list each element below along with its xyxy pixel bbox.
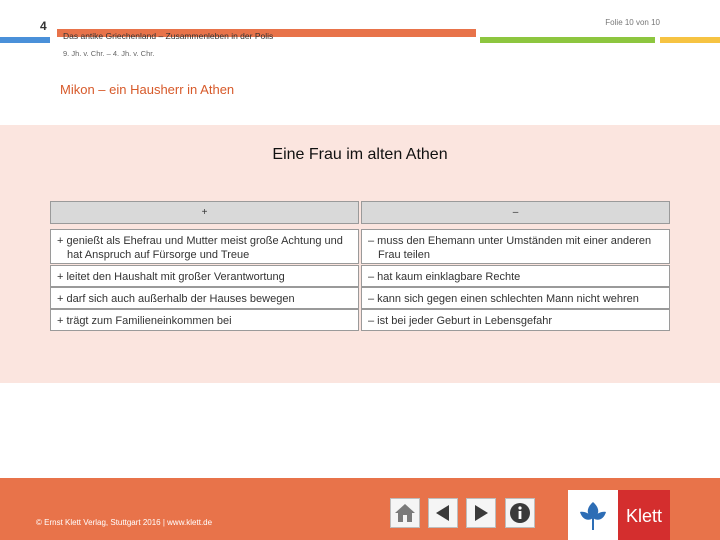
copyright-text: © Ernst Klett Verlag, Stuttgart 2016 | www.klett.de bbox=[36, 518, 213, 527]
section-title: Mikon – ein Hausherr in Athen bbox=[60, 82, 235, 97]
home-button[interactable] bbox=[390, 498, 420, 528]
header-bar-blue bbox=[0, 37, 50, 43]
next-slide-button[interactable] bbox=[466, 498, 496, 528]
info-icon bbox=[509, 502, 531, 524]
content-area bbox=[0, 125, 720, 383]
cell-text: + trägt zum Familieneinkommen bei bbox=[57, 315, 232, 327]
table-cell-minus bbox=[361, 287, 670, 309]
table-cell-plus bbox=[50, 287, 359, 309]
column-header-minus: – bbox=[361, 201, 670, 224]
period-label: 9. Jh. v. Chr. – 4. Jh. v. Chr. bbox=[63, 49, 155, 58]
table-cell-plus bbox=[50, 309, 359, 331]
previous-slide-button[interactable] bbox=[428, 498, 458, 528]
cell-text: – kann sich gegen einen schlechten Mann nicht wehren bbox=[368, 293, 639, 305]
table-cell-minus bbox=[361, 309, 670, 331]
cell-text: – muss den Ehemann unter Umständen mit einer anderen Frau teilen bbox=[368, 234, 652, 261]
chapter-number: 4 bbox=[40, 19, 47, 33]
cell-text: + leitet den Haushalt mit großer Verantwortung bbox=[57, 271, 285, 283]
klett-leaf-icon bbox=[568, 490, 618, 540]
cell-text: – ist bei jeder Geburt in Lebensgefahr bbox=[368, 315, 553, 327]
cell-text: + genießt als Ehefrau und Mutter meist große Achtung und hat Anspruch auf Fürsorge und Treue bbox=[57, 234, 343, 261]
course-title: Das antike Griechenland – Zusammenleben in der Polis bbox=[63, 31, 274, 41]
header-bar-green bbox=[480, 37, 655, 43]
klett-logo bbox=[568, 490, 670, 540]
cell-text: – hat kaum einklagbare Rechte bbox=[368, 271, 521, 283]
table-cell-plus bbox=[50, 229, 359, 264]
info-button[interactable] bbox=[505, 498, 535, 528]
home-icon bbox=[393, 502, 417, 524]
slide-counter: Folie 10 von 10 bbox=[605, 18, 660, 27]
header-bar-yellow bbox=[660, 37, 720, 43]
klett-logo-text: Klett bbox=[618, 490, 670, 540]
arrow-left-icon bbox=[433, 503, 453, 523]
table-cell-minus bbox=[361, 229, 670, 264]
cell-text: + darf sich auch außerhalb der Hauses bewegen bbox=[57, 293, 295, 305]
table-cell-minus bbox=[361, 265, 670, 287]
arrow-right-icon bbox=[471, 503, 491, 523]
table-cell-plus bbox=[50, 265, 359, 287]
footer bbox=[0, 478, 720, 540]
column-header-plus: + bbox=[50, 201, 359, 224]
page-title: Eine Frau im alten Athen bbox=[272, 146, 448, 163]
